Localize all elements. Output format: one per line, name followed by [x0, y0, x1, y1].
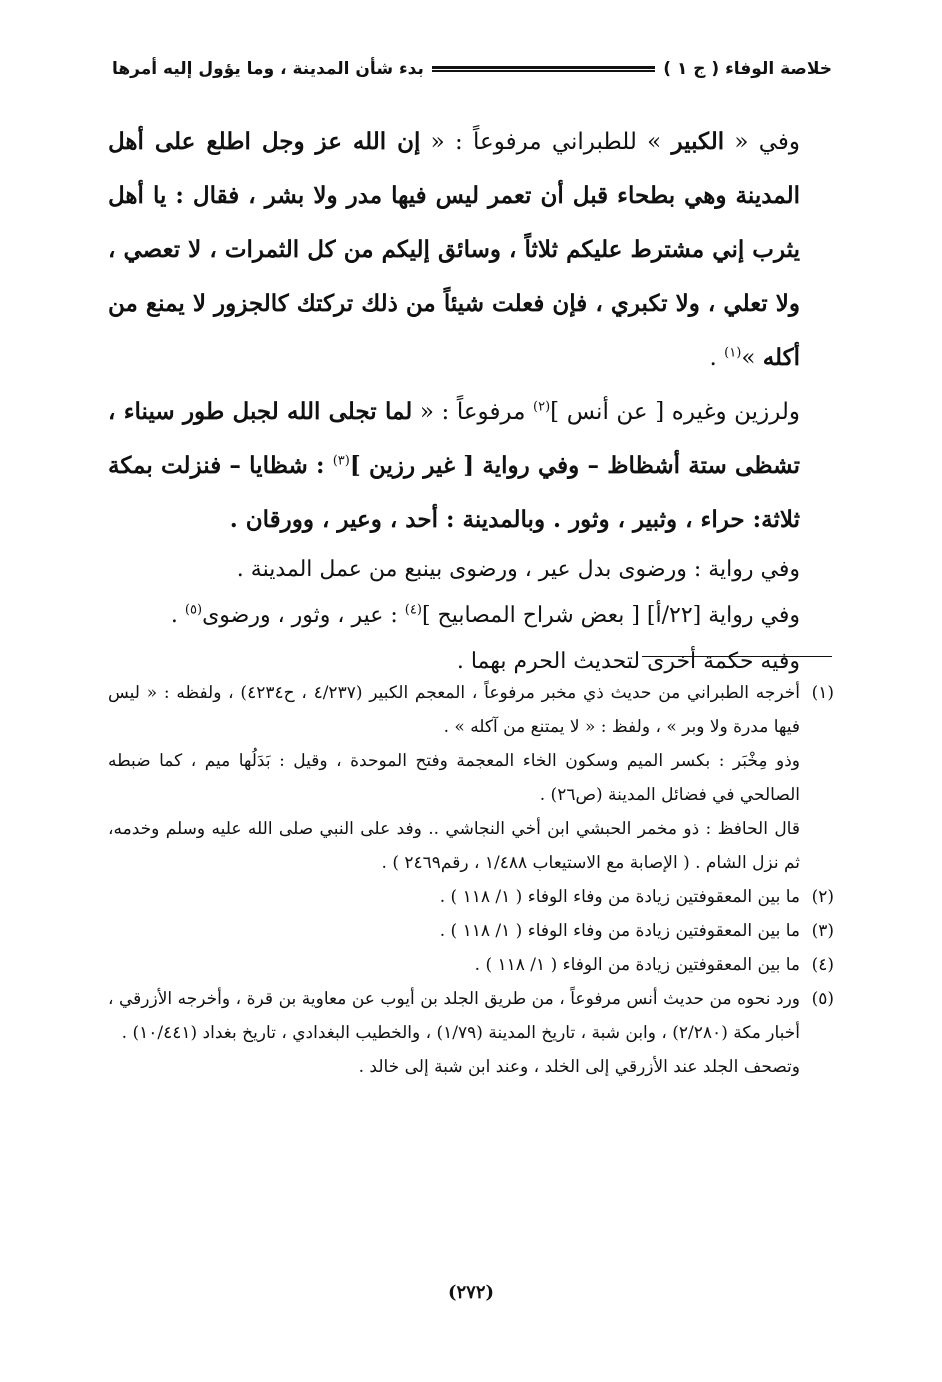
footnote-2: [108, 880, 834, 914]
footnote-ref-4: (٤): [404, 602, 422, 618]
footnote-number: (٢): [811, 887, 834, 907]
chapter-title: بدء شأن المدينة ، وما يؤول إليه أمرها: [112, 59, 424, 79]
footnote-separator: [642, 656, 832, 657]
footnote-number: (٥): [811, 989, 834, 1009]
paragraph-razin: ولرزين وغيره [ عن أنس ]$^{(٢)}$ مرفوعاً : « لما تجلى الله لجبل طور سيناء ، تشظى ستة أشظاظ – وفي رواية [ غير رزين ]$^{(٣)}$ : شظايا – فنزلت بمكة ثلاثة: حراء ، وثبير ، وثور . وبالمدينة : أحد ، وعير ، وورقان .: [108, 398, 801, 533]
footnote-text: أخرجه الطبراني من حديث ذي مخبر مرفوعاً ، المعجم الكبير (٤/٢٣٧ ، ح٤٢٣٤) ، ولفظه : « ليس فيها مدرة ولا وبر » ، ولفظ : « لا يمتنع من آكله » .: [108, 683, 800, 737]
bold-term: الكبير: [671, 128, 725, 155]
footnotes: [108, 676, 834, 1084]
footnote-text: ما بين المعقوفتين زيادة من وفاء الوفاء ( ١/ ١١٨ ) .: [439, 887, 800, 907]
footnote-1-note: وذو مِخْبَر : بكسر الميم وسكون الخاء المعجمة وفتح الموحدة ، وقيل : بَدَلُها ميم ، كما ضبطه الصالحي في فضائل المدينة (ص٢٦) .: [108, 751, 800, 805]
paragraph-masabih: وفي رواية [٢٢/أ] [ بعض شراح المصابيح ]$^{(٤)}$ : عير ، وثور ، ورضوى$^{(٥)}$ .: [170, 602, 800, 628]
hadith-text: : شظايا – فنزلت بمكة ثلاثة: حراء ، وثبير ، وثور . وبالمدينة : أحد ، وعير ، وورقان .: [108, 452, 800, 533]
footnote-5: [108, 982, 834, 1050]
page-number: (٢٧٢): [447, 1282, 495, 1303]
paragraph-wisdom: وفيه حكمة أخرى لتحديث الحرم بهما .: [456, 649, 800, 674]
book-title: خلاصة الوفاء ( ج ١ ): [663, 59, 832, 79]
hadith-text: إن الله عز وجل اطلع على أهل المدينة وهي بطحاء قبل أن تعمر ليس فيها مدر ولا بشر ، فقال : يا أهل يثرب إني مشترط عليكم ثلاثاً ، وسائق إليكم من كل الثمرات ، لا تعصي ، ولا تعلي ، ولا تكبري ، فإن فعلت شيئاً من ذلك تركتك كالجزور لا يمنع من أكله: [108, 128, 800, 371]
footnote-text: ما بين المعقوفتين زيادة من الوفاء ( ١/ ١١٨ ) .: [474, 955, 800, 975]
footnote-number: (١): [811, 683, 834, 703]
footnote-ref-5: (٥): [184, 602, 203, 618]
footnote-3: [108, 914, 834, 948]
footnote-1-hafiz: قال الحافظ : ذو مخمر الحبشي ابن أخي النجاشي .. وفد على النبي صلى الله عليه وسلم وخدمه، ثم نزل الشام . ( الإصابة مع الاستيعاب ١/٤٨٨ ، رقم٢٤٦٩ ) .: [108, 819, 800, 873]
main-text: [108, 115, 834, 685]
footnote-ref-2: (٢): [533, 399, 551, 415]
footnote-ref-3: (٣): [332, 453, 350, 469]
footnote-number: (٤): [811, 955, 834, 975]
footnote-ref-1: (١): [724, 345, 742, 361]
footnote-text: ورد نحوه من حديث أنس مرفوعاً ، من طريق الجلد بن أيوب عن معاوية بن قرة ، وأخرجه الأزرقي ، أخبار مكة (٢/٢٨٠) ، وابن شبة ، تاريخ المدينة (١/٧٩) ، والخطيب البغدادي ، تاريخ بغداد (١٠/٤٤١) .: [108, 989, 800, 1043]
footnote-text: ما بين المعقوفتين زيادة من وفاء الوفاء ( ١/ ١١٨ ) .: [439, 921, 800, 941]
paragraph-radwa: وفي رواية : ورضوى بدل عير ، ورضوى بينبع من عمل المدينة .: [236, 557, 800, 582]
paragraph-tabarani: وفي « الكبير » للطبراني مرفوعاً : « إن الله عز وجل اطلع على أهل المدينة وهي بطحاء قبل أن تعمر ليس فيها مدر ولا بشر ، فقال : يا أهل يثرب إني مشترط عليكم ثلاثاً ، وسائق إليكم من كل الثمرات ، لا تعصي ، ولا تعلي ، ولا تكبري ، فإن فعلت شيئاً من ذلك تركتك كالجزور لا يمنع من أكله »$^{(١)}$ .: [108, 128, 800, 371]
running-header: [112, 52, 832, 86]
footnote-5-note: وتصحف الجلد عند الأزرقي إلى الخلد ، وعند ابن شبة إلى خالد .: [358, 1057, 800, 1077]
header-rule: [432, 66, 655, 72]
footnote-4: [108, 948, 834, 982]
footnote-1: [108, 676, 834, 744]
hadith-text: لما تجلى الله لجبل طور سيناء ، تشظى ستة أشظاظ – وفي رواية [ غير رزين ]: [108, 398, 801, 479]
footnote-number: (٣): [811, 921, 834, 941]
